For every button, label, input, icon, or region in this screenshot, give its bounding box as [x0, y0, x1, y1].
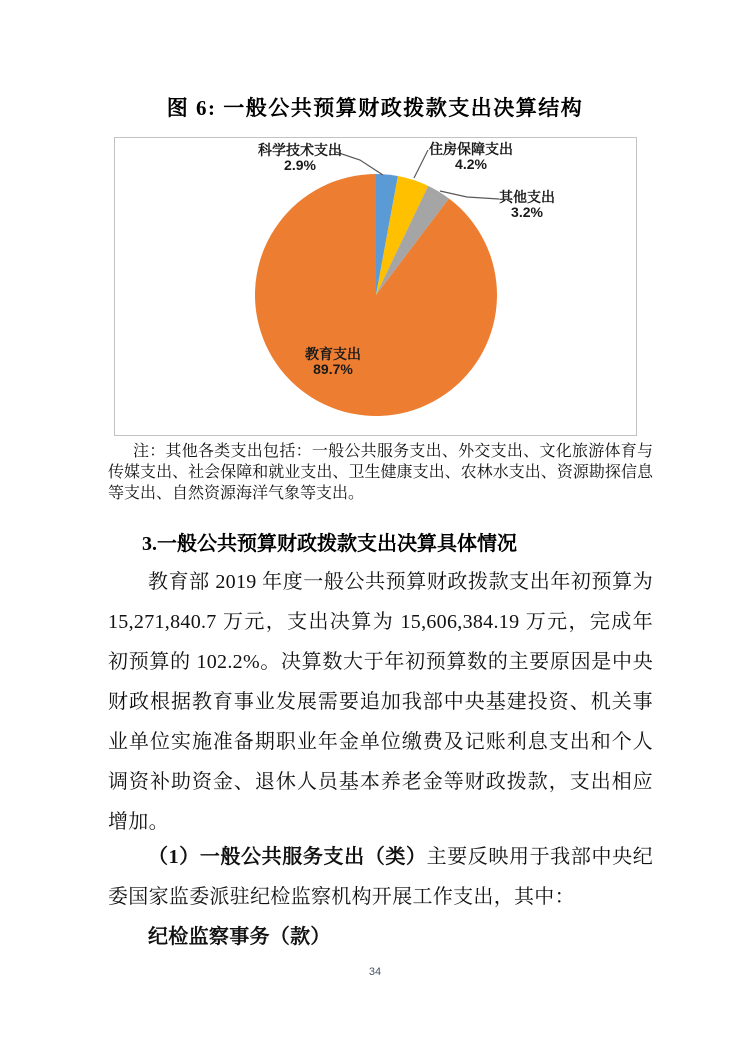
pie-label-education-pct: 89.7% [313, 361, 353, 377]
pie-label-science-name: 科学技术支出 [258, 142, 342, 158]
pie-slices [255, 174, 497, 416]
leader-line-housing [414, 150, 428, 178]
figure-note: 注：其他各类支出包括：一般公共服务支出、外交支出、文化旅游体育与传媒支出、社会保障和就业支出、卫生健康支出、农林水支出、资源勘探信息等支出、自然资源海洋气象等支出。 [108, 443, 653, 502]
leader-line-science [336, 152, 383, 175]
pie-label-other [499, 190, 555, 220]
pie-chart-svg [115, 138, 636, 435]
pie-label-other-name: 其他支出 [499, 189, 555, 205]
section-heading: 3.一般公共预算财政拨款支出决算具体情况 [142, 533, 517, 555]
pie-label-science [258, 143, 342, 173]
paragraph-lead-bold: （1）一般公共服务支出（类） [148, 846, 427, 868]
pie-label-housing-pct: 4.2% [455, 156, 487, 172]
pie-label-education [305, 347, 361, 377]
paragraph-general-public-service [108, 837, 653, 917]
figure-title: 图 6: 一般公共预算财政拨款支出决算结构 [166, 96, 584, 120]
pie-label-housing [429, 142, 513, 172]
pie-label-science-pct: 2.9% [284, 157, 316, 173]
paragraph-lead-rest: 主要反映用于我部中央纪委国家监委派驻纪检监察机构开展工作支出，其中： [108, 846, 653, 908]
pie-chart-frame [114, 137, 637, 436]
subitem-heading: 纪检监察事务（款） [148, 926, 331, 948]
pie-label-other-pct: 3.2% [511, 204, 543, 220]
page-number: 34 [368, 966, 382, 978]
pie-slice-3 [255, 174, 497, 416]
pie-label-housing-name: 住房保障支出 [429, 141, 513, 157]
leader-line-other [440, 191, 499, 199]
paragraph-budget-summary: 教育部 2019 年度一般公共预算财政拨款支出年初预算为 15,271,840.7 万元，支出决算为 15,606,384.19 万元，完成年初预算的 102.2%。决算数大于年初预算数的主要原因是中央财政根据教育事业发展需要追加我部中央基建投资、机关事业单位实施准备期职业年金单位缴费及记账利息支出和个人调资补助资金、退休人员基本养老金等财政拨款，支出相应增加。 [108, 571, 653, 833]
pie-label-education-name: 教育支出 [305, 346, 361, 362]
